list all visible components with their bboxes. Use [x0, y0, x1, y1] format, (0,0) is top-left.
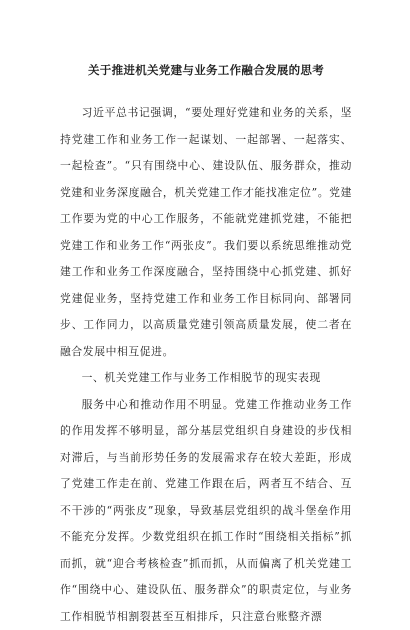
intro-paragraph: 习近平总书记强调，“要处理好党建和业务的关系，坚持党建工作和业务工作一起谋划、一起部署、一起落实、一起检查”。“只有围绕中心、建设队伍、服务群众，推动党建和业务深度融合，机关党建工作才能找准定位”。党建工作要为党的中心工作服务，不能就党建抓党建，不能把党建工作和业务工作“两张皮”。我们要以系统思维推动党建工作和业务工作深度融合，坚持围绕中心抓党建、抓好党建促业务，坚持党建工作和业务工作目标同向、部署同步、工作同力，以高质量党建引领高质量发展，使二者在融合发展中相互促进。: [60, 100, 352, 365]
document-title: 关于推进机关党建与业务工作融合发展的思考: [60, 62, 352, 78]
section-paragraph: 服务中心和推动作用不明显。党建工作推动业务工作的作用发挥不够明显，部分基层党组织自身建设的步伐相对滞后，与当前形势任务的发展需求存在较大差距，形成了党建工作走在前、党建工作跟在后，两者互不结合、互不干涉的“两张皮”现象，导致基层党组织的战斗堡垒作用不能充分发挥。少数党组织在抓工作时“围绕相关指标”抓而抓，就“迎合考核检查”抓而抓，从而偏离了机关党建工作“围绕中心、建设队伍、服务群众”的职责定位，与业务工作相脱节相割裂甚至互相排斥，只注意台账整齐漂: [60, 392, 352, 630]
section-heading: 一、机关党建工作与业务工作相脱节的现实表现: [60, 365, 352, 392]
